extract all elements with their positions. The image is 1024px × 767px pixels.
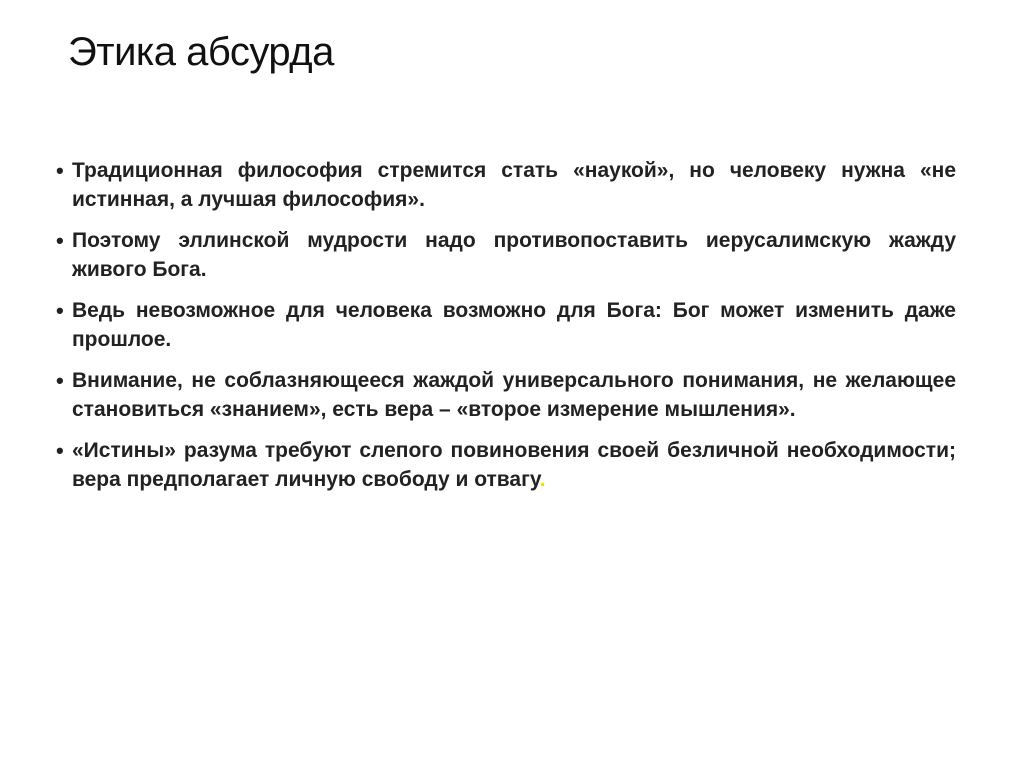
bullet-dot-icon: • bbox=[56, 228, 64, 253]
list-item bbox=[56, 436, 956, 494]
list-item bbox=[56, 366, 956, 424]
bullet-dot-icon: • bbox=[56, 368, 64, 393]
bullet-dot-icon: • bbox=[56, 438, 64, 463]
list-item bbox=[56, 156, 956, 214]
bullet-text bbox=[72, 439, 956, 491]
bullet-text: Традиционная философия стремится стать «наукой», но человеку нужна «не истинная, а лучшая философия». bbox=[72, 159, 956, 211]
accent-period: . bbox=[539, 468, 546, 491]
list-item bbox=[56, 226, 956, 284]
bullet-text: Ведь невозможное для человека возможно для Бога: Бог может изменить даже прошлое. bbox=[72, 299, 956, 351]
list-item bbox=[56, 296, 956, 354]
slide-title: Этика абсурда bbox=[68, 30, 334, 74]
bullet-dot-icon: • bbox=[56, 298, 64, 323]
bullet-text: Внимание, не соблазняющееся жаждой универсального понимания, не желающее становиться «знанием», есть вера – «второе измерение мышления». bbox=[72, 369, 956, 421]
bullet-list bbox=[56, 156, 956, 506]
bullet-dot-icon: • bbox=[56, 158, 64, 183]
bullet-text: Поэтому эллинской мудрости надо противопоставить иерусалимскую жажду живого Бога. bbox=[72, 229, 956, 281]
bullet-text-body: «Истины» разума требуют слепого повиновения своей безличной необходимости; вера предполагает личную свободу и отвагу bbox=[72, 439, 956, 491]
